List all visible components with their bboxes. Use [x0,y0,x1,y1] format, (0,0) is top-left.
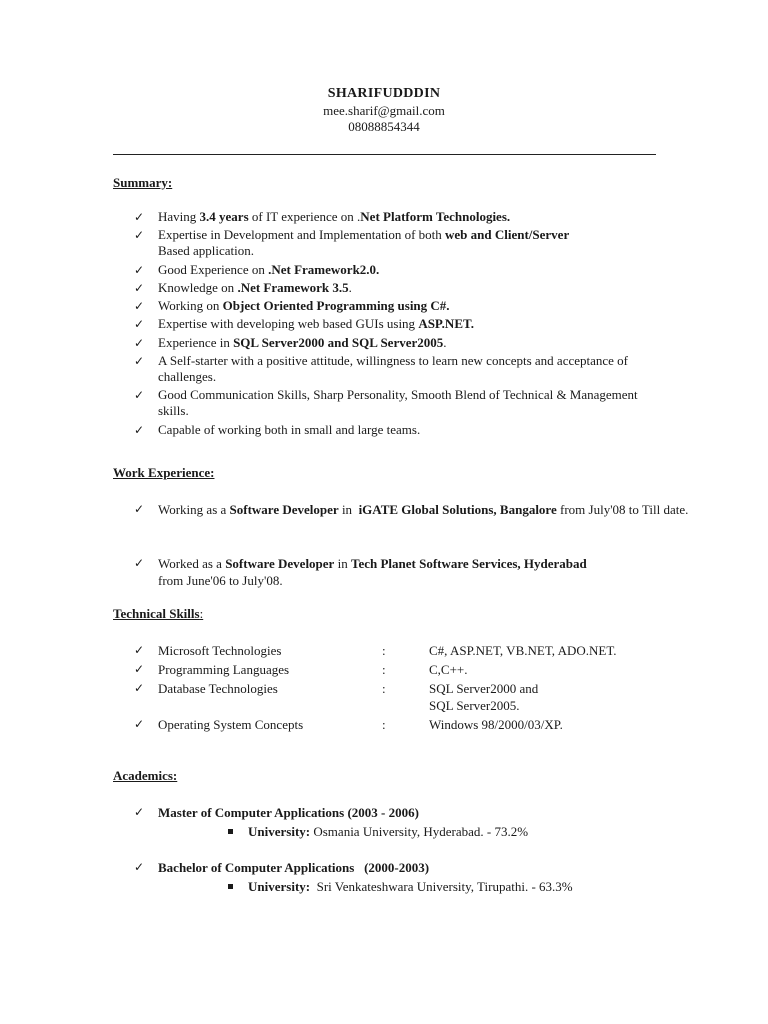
checkmark-icon: ✓ [134,662,145,676]
skill-label: Database Technologies [158,681,278,696]
summary-text: Having [158,209,200,224]
work-company: Tech Planet Software Services, Hyderabad [350,556,587,571]
skill-label: Operating System Concepts [158,717,304,732]
work-text: in [338,502,359,517]
checkmark-icon: ✓ [134,422,145,437]
summary-text: Good Experience on [158,261,269,277]
summary-text: Based application. [158,243,255,259]
summary-bold: Net Platform Technologies. [360,209,511,224]
summary-item [134,209,694,225]
technical-skills-heading-text: Technical Skills [113,606,200,621]
summary-bold: ASP.NET. [418,316,474,332]
work-text: Worked as a [158,556,226,571]
work-text: in [334,556,351,571]
summary-item [134,227,694,259]
phone-text: 08088854344 [348,119,420,134]
checkmark-icon: ✓ [134,805,145,819]
skill-colon: : [382,662,386,677]
university-item [226,878,573,895]
work-company: iGATE Global Solutions, Bangalore [358,502,557,517]
work-item [134,501,698,518]
summary-bold: SQL Server2000 and SQL Server2005 [233,334,444,350]
summary-text: Good Communication Skills, Sharp Personality, Smooth Blend of Technical & Management skills. [158,387,638,419]
checkmark-icon: ✓ [134,354,145,369]
skill-value: Windows 98/2000/03/XP. [429,717,563,732]
work-dates: from July'08 to Till date. [556,502,689,517]
summary-text: of IT experience on . [248,209,361,224]
checkmark-icon: ✓ [134,299,145,314]
skill-row [134,716,694,734]
technical-skills-heading [113,606,203,622]
work-role: Software Developer [229,502,339,517]
academics-heading: Academics: [113,768,178,783]
checkmark-icon: ✓ [134,388,145,403]
summary-item [134,335,694,351]
skill-row [134,642,694,660]
summary-text: Working on [158,298,223,314]
summary-text: A Self-starter with a positive attitude, willingness to learn new concepts and acceptance of challenges. [158,353,629,385]
checkmark-icon: ✓ [134,860,145,874]
checkmark-icon: ✓ [134,317,145,332]
checkmark-icon: ✓ [134,262,145,277]
summary-text: Knowledge on [158,279,238,295]
checkmark-icon: ✓ [134,643,145,657]
checkmark-icon: ✓ [134,210,145,224]
university-value: Osmania University, Hyderabad. - 73.2% [310,824,529,839]
university-value: Sri Venkateshwara University, Tirupathi. - 63.3% [310,879,573,894]
summary-bold: 3.4 years [199,209,249,224]
skill-colon: : [382,643,386,658]
degree-item [134,859,718,876]
degree-title: Bachelor of Computer Applications (2000-2003) [158,860,430,875]
work-experience-heading: Work Experience: [113,465,215,480]
summary-text: Expertise with developing web based GUIs using [158,316,419,332]
skill-colon: : [382,717,386,732]
skill-row [134,661,694,679]
degree-item [134,804,718,821]
header-divider [113,154,656,155]
summary-heading: Summary: [113,175,173,190]
summary-text: Expertise in Development and Implementation of both [158,227,446,243]
work-dates: from June'06 to July'08. [158,573,283,588]
summary-item [134,280,694,296]
university-item [226,823,528,840]
summary-bold: web and Client/Server [445,227,570,243]
square-bullet-icon [228,884,233,889]
summary-item [134,262,694,278]
work-role: Software Developer [225,556,335,571]
degree-title: Master of Computer Applications (2003 - 2006) [158,805,419,820]
skill-colon: : [382,681,386,696]
skill-value: C#, ASP.NET, VB.NET, ADO.NET. [429,643,617,658]
skill-value: SQL Server2000 and [429,681,539,696]
email-text: mee.sharif@gmail.com [323,103,445,118]
summary-list [134,209,694,440]
skill-label: Microsoft Technologies [158,643,282,658]
checkmark-icon: ✓ [134,228,145,243]
summary-text: Experience in [158,334,234,350]
technical-skills-heading-colon: : [199,606,204,621]
skill-value: SQL Server2005. [429,698,520,713]
summary-text: . [443,334,447,350]
resume-header [0,85,768,135]
checkmark-icon: ✓ [134,335,145,350]
skill-value: C,C++. [429,662,468,677]
university-label: University: [248,824,311,839]
summary-item [134,316,694,332]
university-label: University: [248,879,311,894]
summary-item [134,387,648,419]
checkmark-icon: ✓ [134,502,145,516]
summary-text: Capable of working both in small and large teams. [158,421,421,437]
work-text: Working as a [158,502,230,517]
work-item [134,555,608,589]
summary-item [134,298,694,314]
summary-bold: Object Oriented Programming using C#. [222,298,450,314]
skill-label: Programming Languages [158,662,290,677]
square-bullet-icon [228,829,233,834]
checkmark-icon: ✓ [134,280,145,295]
candidate-name: SHARIFUDDDIN [327,86,441,101]
checkmark-icon: ✓ [134,556,145,570]
skill-row [134,680,694,716]
summary-bold: .Net Framework 3.5 [237,279,349,295]
checkmark-icon: ✓ [134,717,145,731]
summary-item [134,422,694,438]
summary-bold: .Net Framework2.0. [268,261,380,277]
summary-text: . [348,279,352,295]
summary-item [134,353,628,385]
checkmark-icon: ✓ [134,681,145,695]
